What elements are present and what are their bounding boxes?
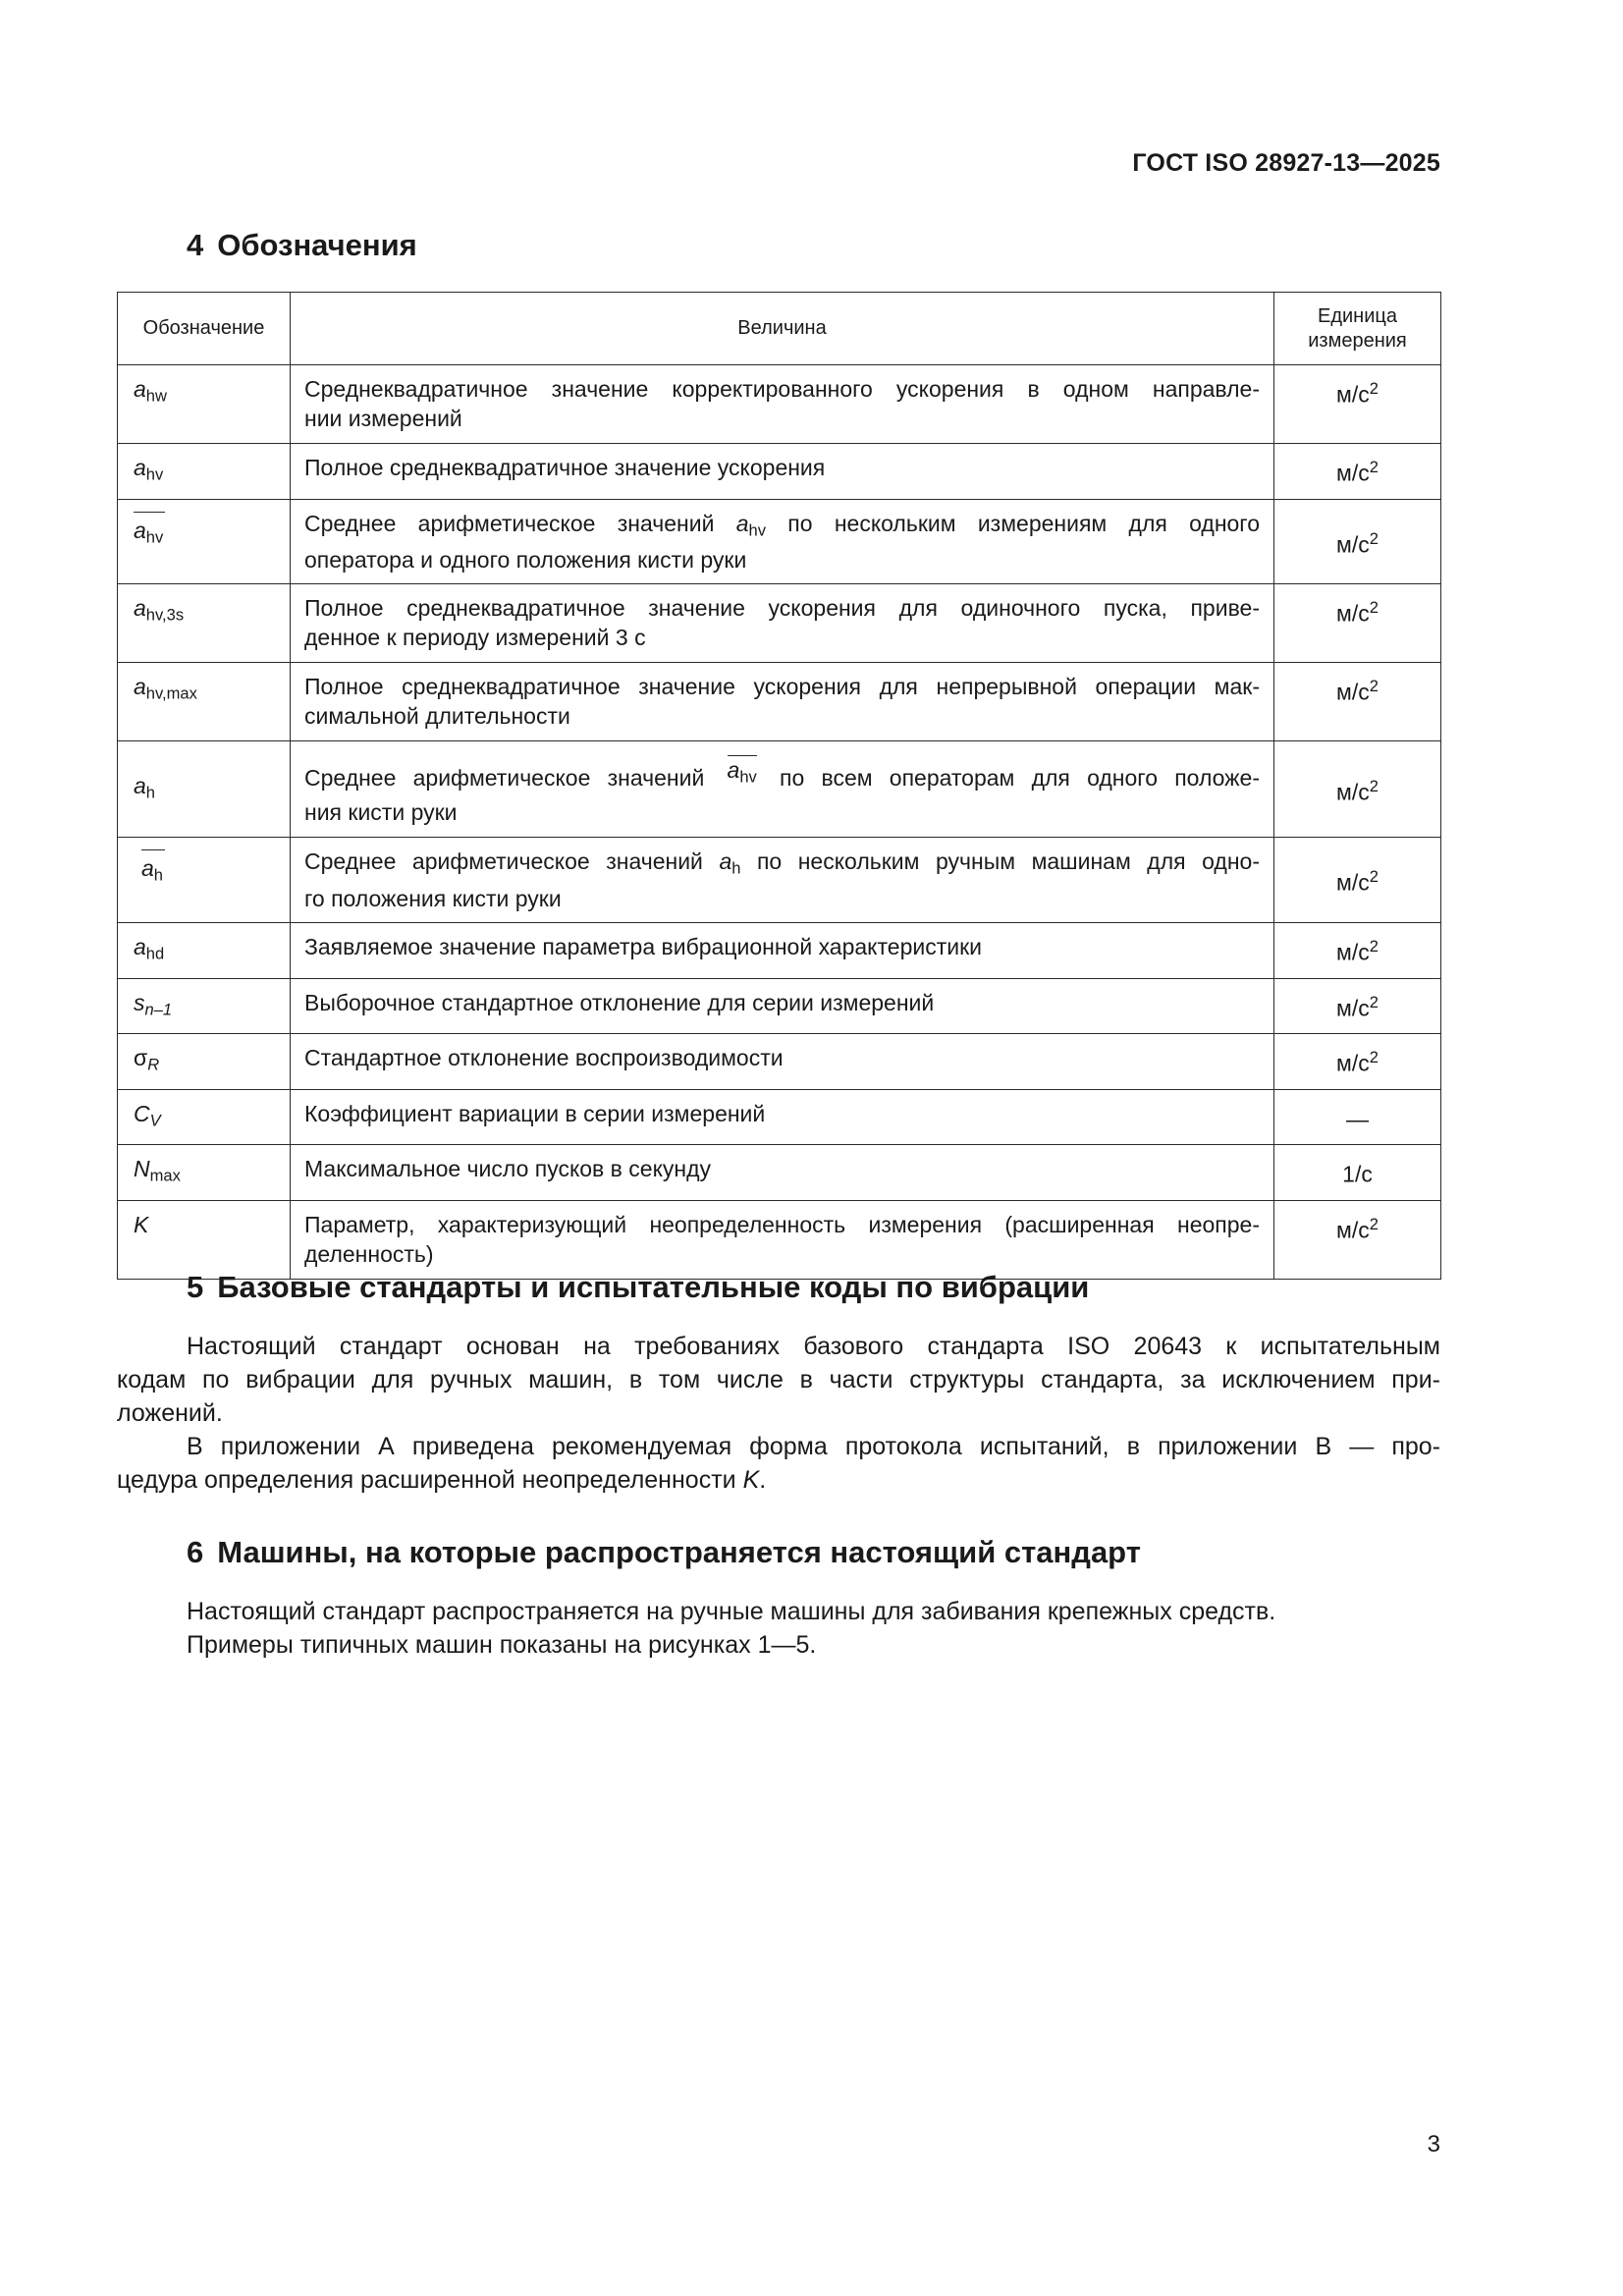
- symbol-cell: $a_{hv,3s}$: [118, 584, 291, 663]
- unit-cell: —: [1274, 1089, 1441, 1145]
- table-row: [118, 741, 1441, 838]
- unit-cell: $м/с^2$: [1274, 1201, 1441, 1280]
- section-5-paragraph-1-line: ложений.: [117, 1399, 223, 1427]
- table-row: [118, 1034, 1441, 1090]
- unit-cell: $м/с^2$: [1274, 499, 1441, 584]
- quantity-cell: Среднее арифметическое значений $a_{hv}$ по всем операторам для одного положе- ния кисти руки: [291, 741, 1274, 838]
- symbol-cell: K: [118, 1201, 291, 1280]
- symbol-cell: $a_h$: [118, 741, 291, 838]
- section-5-paragraph-2-line: цедура определения расширенной неопределенности K.: [117, 1466, 767, 1494]
- table-header-row: [118, 293, 1441, 365]
- page-number: 3: [1427, 2131, 1440, 2158]
- section-5-body: [117, 1330, 1440, 1497]
- header-symbol: Обозначение: [118, 293, 291, 365]
- quantity-cell: Коэффициент вариации в серии измерений: [291, 1089, 1274, 1145]
- section-6-paragraph-2: Примеры типичных машин показаны на рисунках 1—5.: [187, 1631, 817, 1659]
- quantity-cell: Максимальное число пусков в секунду: [291, 1145, 1274, 1201]
- unit-cell: $м/с^2$: [1274, 584, 1441, 663]
- section-6-heading: [187, 1535, 1141, 1570]
- symbols-table: [117, 292, 1441, 1280]
- table-row: [118, 1089, 1441, 1145]
- quantity-cell: Выборочное стандартное отклонение для серии измерений: [291, 978, 1274, 1034]
- quantity-cell: Среднеквадратичное значение корректированного ускорения в одном направле- нии измерений: [291, 365, 1274, 444]
- section-6-title: Машины, на которые распространяется настоящий стандарт: [217, 1535, 1141, 1569]
- section-5-paragraph-1-line: Настоящий стандарт основан на требованиях базового стандарта ISO 20643 к испытательным: [187, 1333, 1440, 1360]
- header-unit: Единица измерения: [1274, 293, 1441, 365]
- quantity-cell: Полное среднеквадратичное значение ускорения для непрерывной операции мак- симальной длительности: [291, 663, 1274, 741]
- unit-cell: $м/с^2$: [1274, 922, 1441, 978]
- unit-cell: $м/с^2$: [1274, 663, 1441, 741]
- table-row: [118, 584, 1441, 663]
- quantity-cell: Среднее арифметическое значений $a_h$ по нескольким ручным машинам для одно- го положения кисти руки: [291, 838, 1274, 923]
- section-4-number: 4: [187, 228, 204, 262]
- unit-cell: $м/с^2$: [1274, 741, 1441, 838]
- table-row: [118, 922, 1441, 978]
- section-5-paragraph-1-line: кодам по вибрации для ручных машин, в том числе в части структуры стандарта, за исключением при-: [117, 1366, 1440, 1394]
- unit-cell: $м/с^2$: [1274, 838, 1441, 923]
- quantity-cell: Среднее арифметическое значений $a_{hv}$ по нескольким измерениям для одного оператора и одного положения кисти руки: [291, 499, 1274, 584]
- symbol-cell: $C_V$: [118, 1089, 291, 1145]
- table-row: [118, 365, 1441, 444]
- table-row: [118, 1201, 1441, 1280]
- section-6-body: [117, 1595, 1440, 1662]
- section-5-heading: [187, 1270, 1089, 1305]
- table-row: [118, 444, 1441, 500]
- unit-cell: $м/с^2$: [1274, 978, 1441, 1034]
- symbol-cell: $\sigma_R$: [118, 1034, 291, 1090]
- section-6-number: 6: [187, 1535, 204, 1569]
- overlined-symbol: $a_{hv}$: [134, 512, 165, 550]
- symbol-cell: [118, 838, 291, 923]
- section-5-paragraph-2-line: В приложении А приведена рекомендуемая форма протокола испытаний, в приложении В — про-: [187, 1433, 1440, 1460]
- quantity-cell: Полное среднеквадратичное значение ускорения для одиночного пуска, приве- денное к периоду измерений 3 с: [291, 584, 1274, 663]
- section-5-title: Базовые стандарты и испытательные коды по вибрации: [217, 1270, 1090, 1304]
- quantity-cell: Стандартное отклонение воспроизводимости: [291, 1034, 1274, 1090]
- quantity-cell: Параметр, характеризующий неопределенность измерения (расширенная неопре- деленность): [291, 1201, 1274, 1280]
- document-header: ГОСТ ISO 28927-13—2025: [1132, 149, 1440, 177]
- unit-cell: $м/с^2$: [1274, 444, 1441, 500]
- unit-cell: 1/с: [1274, 1145, 1441, 1201]
- table-row: [118, 663, 1441, 741]
- overlined-symbol: $a_h$: [141, 849, 165, 888]
- quantity-cell: Полное среднеквадратичное значение ускорения: [291, 444, 1274, 500]
- section-4-title: Обозначения: [217, 228, 417, 262]
- quantity-cell: Заявляемое значение параметра вибрационной характеристики: [291, 922, 1274, 978]
- unit-cell: $м/с^2$: [1274, 365, 1441, 444]
- table-row: [118, 838, 1441, 923]
- header-quantity: Величина: [291, 293, 1274, 365]
- table-row: [118, 499, 1441, 584]
- symbol-cell: $s_{n-1}$: [118, 978, 291, 1034]
- symbol-cell: $a_{hv,max}$: [118, 663, 291, 741]
- unit-cell: $м/с^2$: [1274, 1034, 1441, 1090]
- symbol-cell: $a_{hv}$: [118, 444, 291, 500]
- section-5-number: 5: [187, 1270, 204, 1304]
- table-row: [118, 1145, 1441, 1201]
- overlined-symbol: $a_{hv}$: [728, 755, 757, 790]
- section-4-heading: [187, 228, 417, 263]
- symbol-cell: $a_{hd}$: [118, 922, 291, 978]
- symbol-cell: $N_{max}$: [118, 1145, 291, 1201]
- symbol-cell: $a_{hw}$: [118, 365, 291, 444]
- symbol-cell: [118, 499, 291, 584]
- table-row: [118, 978, 1441, 1034]
- section-6-paragraph-1: Настоящий стандарт распространяется на ручные машины для забивания крепежных средств.: [187, 1598, 1276, 1625]
